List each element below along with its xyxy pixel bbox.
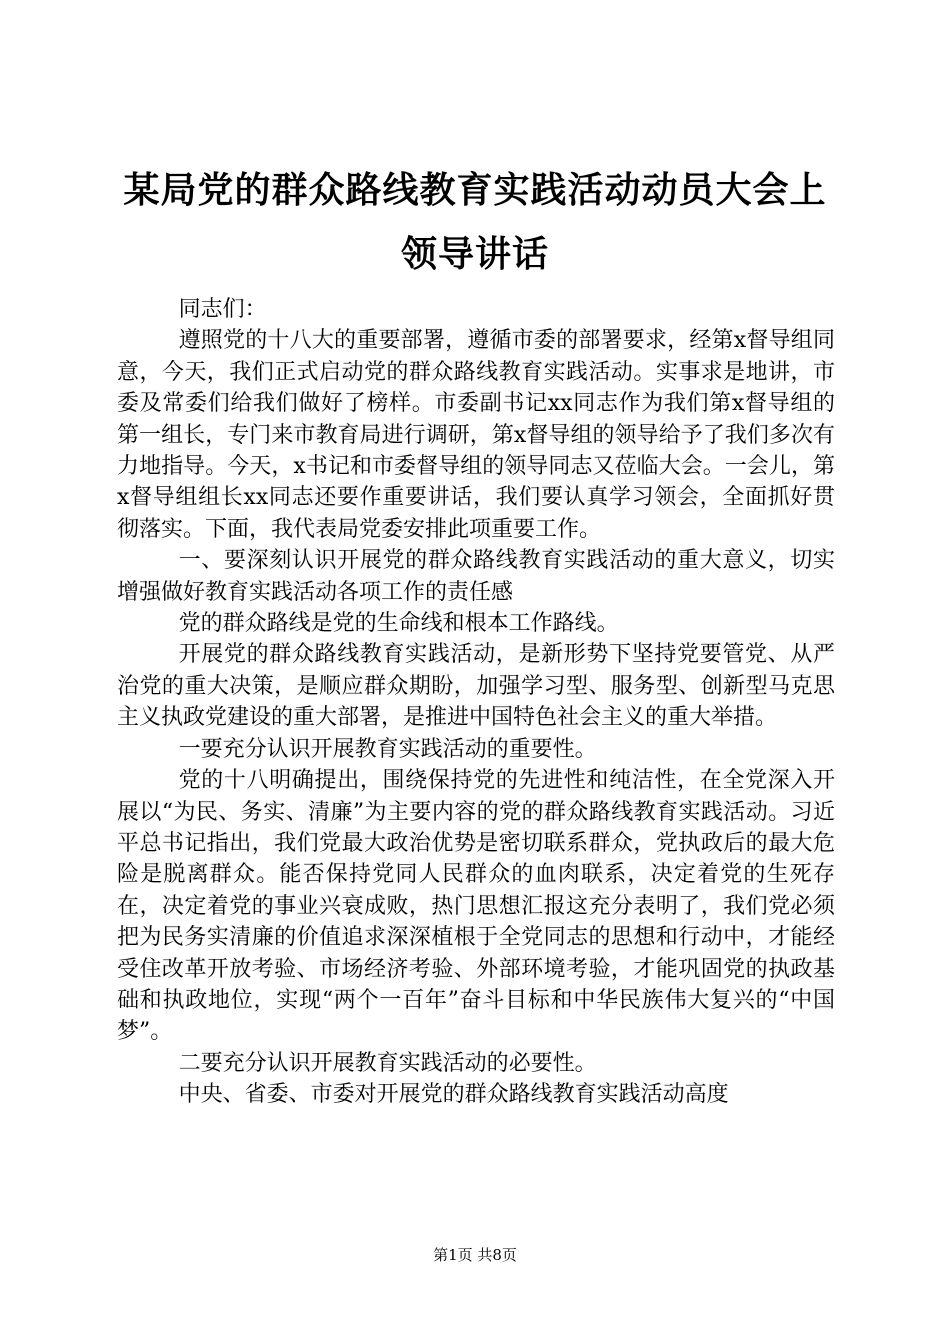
paragraph: 二要充分认识开展教育实践活动的必要性。: [178, 1050, 597, 1076]
paragraph: 同志们：: [178, 297, 267, 322]
paragraph: 党的群众路线是党的生命线和根本工作路线。: [178, 611, 619, 637]
paragraph: 遵照党的十八大的重要部署，遵循市委的部署要求，经第x督导组同意，今天，我们正式启动党的群众路线教育实践活动。实事求是地讲，市委及常委们给我们做好了榜样。市委副书记xx同志作为我们第x督导组的第一组长，专门来市教育局进行调研，第x督导组的领导给予了我们多次有力地指导。今天，x书记和市委督导组的领导同志又莅临大会。一会儿，第x督导组组长xx同志还要作重要讲话，我们要认真学习领会，全面抓好贯彻落实。下面，我代表局党委安排此项重要工作。: [117, 328, 835, 542]
paragraph: 一要充分认识开展教育实践活动的重要性。: [178, 736, 597, 762]
paragraph: 中央、省委、市委对开展党的群众路线教育实践活动高度: [178, 1082, 729, 1108]
document-body: [117, 294, 835, 1111]
document-title: 某局党的群众路线教育实践活动动员大会上领导讲话: [123, 169, 827, 275]
paragraph: 开展党的群众路线教育实践活动，是新形势下坚持党要管党、从严治党的重大决策，是顺应群众期盼，加强学习型、服务型、创新型马克思主义执政党建设的重大部署，是推进中国特色社会主义的重大举措。: [117, 642, 835, 731]
paragraph: 一、要深刻认识开展党的群众路线教育实践活动的重大意义，切实增强做好教育实践活动各项工作的责任感: [117, 548, 835, 605]
page-footer: 第1页 共8页: [433, 1246, 517, 1264]
paragraph: 党的十八明确提出，围绕保持党的先进性和纯洁性，在全党深入开展以“为民、务实、清廉”为主要内容的党的群众路线教育实践活动。习近平总书记指出，我们党最大政治优势是密切联系群众，党执政后的最大危险是脱离群众。能否保持党同人民群众的血肉联系，决定着党的生死存在，决定着党的事业兴衰成败，热门思想汇报这充分表明了，我们党必须把为民务实清廉的价值追求深深植根于全党同志的思想和行动中，才能经受住改革开放考验、市场经济考验、外部环境考验，才能巩固党的执政基础和执政地位，实现“两个一百年”奋斗目标和中华民族伟大复兴的“中国梦”。: [117, 768, 835, 1045]
